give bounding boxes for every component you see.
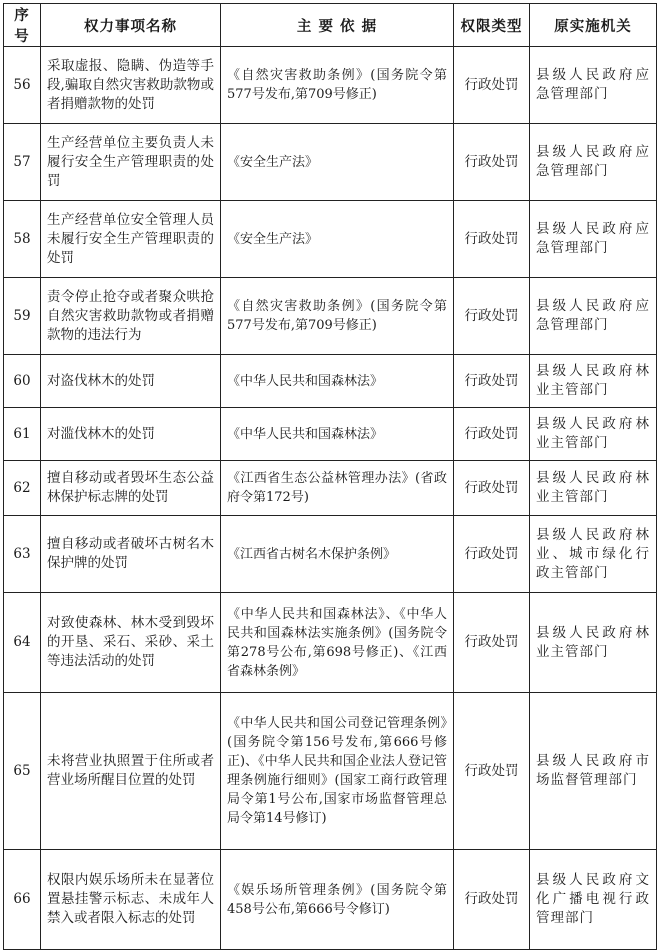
row-basis: 《江西省古树名木保护条例》 <box>221 516 454 593</box>
row-seq: 58 <box>4 201 41 278</box>
row-org: 县级人民政府市场监督管理部门 <box>530 693 657 850</box>
table-row <box>4 47 657 124</box>
header-seq: 序号 <box>4 4 41 47</box>
row-org: 县级人民政府林业、城市绿化行政主管部门 <box>530 516 657 593</box>
table-row <box>4 355 657 408</box>
row-basis: 《安全生产法》 <box>221 124 454 201</box>
row-seq: 59 <box>4 278 41 355</box>
row-name: 擅自移动或者毁坏生态公益林保护标志牌的处罚 <box>41 461 221 516</box>
table-header-row <box>4 4 657 47</box>
row-basis: 《安全生产法》 <box>221 201 454 278</box>
row-type: 行政处罚 <box>454 278 530 355</box>
row-type: 行政处罚 <box>454 693 530 850</box>
row-org: 县级人民政府文化广播电视行政管理部门 <box>530 850 657 950</box>
table-row <box>4 593 657 693</box>
row-org: 县级人民政府应急管理部门 <box>530 124 657 201</box>
row-name: 对致使森林、林木受到毁坏的开垦、采石、采砂、采土等违法活动的处罚 <box>41 593 221 693</box>
row-name: 生产经营单位主要负责人未履行安全生产管理职责的处罚 <box>41 124 221 201</box>
row-org: 县级人民政府林业主管部门 <box>530 593 657 693</box>
row-name: 采取虚报、隐瞒、伪造等手段,骗取自然灾害救助款物或者捐赠款物的处罚 <box>41 47 221 124</box>
table-row <box>4 278 657 355</box>
row-name: 责令停止抢夺或者聚众哄抢自然灾害救助款物或者捐赠款物的违法行为 <box>41 278 221 355</box>
row-basis: 《中华人民共和国森林法》 <box>221 408 454 461</box>
row-basis: 《江西省生态公益林管理办法》(省政府令第172号) <box>221 461 454 516</box>
row-org: 县级人民政府林业主管部门 <box>530 408 657 461</box>
row-seq: 63 <box>4 516 41 593</box>
table-row <box>4 850 657 950</box>
table-row <box>4 516 657 593</box>
row-type: 行政处罚 <box>454 461 530 516</box>
row-type: 行政处罚 <box>454 47 530 124</box>
row-basis: 《自然灾害救助条例》(国务院令第577号发布,第709号修正) <box>221 47 454 124</box>
row-seq: 61 <box>4 408 41 461</box>
header-name: 权力事项名称 <box>41 4 221 47</box>
row-seq: 62 <box>4 461 41 516</box>
row-type: 行政处罚 <box>454 850 530 950</box>
row-seq: 57 <box>4 124 41 201</box>
row-type: 行政处罚 <box>454 124 530 201</box>
row-basis: 《中华人民共和国公司登记管理条例》(国务院令第156号发布,第666号修正)、《中华人民共和国企业法人登记管理条例施行细则》(国家工商行政管理局令第1号公布,国家市场监督管理总局令第14号修订) <box>221 693 454 850</box>
row-type: 行政处罚 <box>454 355 530 408</box>
row-seq: 66 <box>4 850 41 950</box>
row-type: 行政处罚 <box>454 516 530 593</box>
row-type: 行政处罚 <box>454 408 530 461</box>
table-row <box>4 124 657 201</box>
row-basis: 《娱乐场所管理条例》(国务院令第458号公布,第666号令修订) <box>221 850 454 950</box>
row-seq: 64 <box>4 593 41 693</box>
header-org: 原实施机关 <box>530 4 657 47</box>
row-type: 行政处罚 <box>454 593 530 693</box>
row-seq: 56 <box>4 47 41 124</box>
row-org: 县级人民政府林业主管部门 <box>530 461 657 516</box>
row-type: 行政处罚 <box>454 201 530 278</box>
row-basis: 《中华人民共和国森林法》 <box>221 355 454 408</box>
header-type: 权限类型 <box>454 4 530 47</box>
table-row <box>4 693 657 850</box>
table-row <box>4 461 657 516</box>
row-basis: 《中华人民共和国森林法》、《中华人民共和国森林法实施条例》(国务院令第278号公布,第698号修正)、《江西省森林条例》 <box>221 593 454 693</box>
authority-items-table <box>3 3 657 950</box>
row-org: 县级人民政府林业主管部门 <box>530 355 657 408</box>
row-name: 生产经营单位安全管理人员未履行安全生产管理职责的处罚 <box>41 201 221 278</box>
row-seq: 60 <box>4 355 41 408</box>
row-name: 权限内娱乐场所未在显著位置悬挂警示标志、未成年人禁入或者限入标志的处罚 <box>41 850 221 950</box>
row-org: 县级人民政府应急管理部门 <box>530 47 657 124</box>
header-basis: 主 要 依 据 <box>221 4 454 47</box>
table-row <box>4 408 657 461</box>
row-name: 未将营业执照置于住所或者营业场所醒目位置的处罚 <box>41 693 221 850</box>
row-org: 县级人民政府应急管理部门 <box>530 201 657 278</box>
row-basis: 《自然灾害救助条例》(国务院令第577号发布,第709号修正) <box>221 278 454 355</box>
table-row <box>4 201 657 278</box>
row-org: 县级人民政府应急管理部门 <box>530 278 657 355</box>
row-name: 对盗伐林木的处罚 <box>41 355 221 408</box>
row-name: 对滥伐林木的处罚 <box>41 408 221 461</box>
row-seq: 65 <box>4 693 41 850</box>
row-name: 擅自移动或者破坏古树名木保护牌的处罚 <box>41 516 221 593</box>
